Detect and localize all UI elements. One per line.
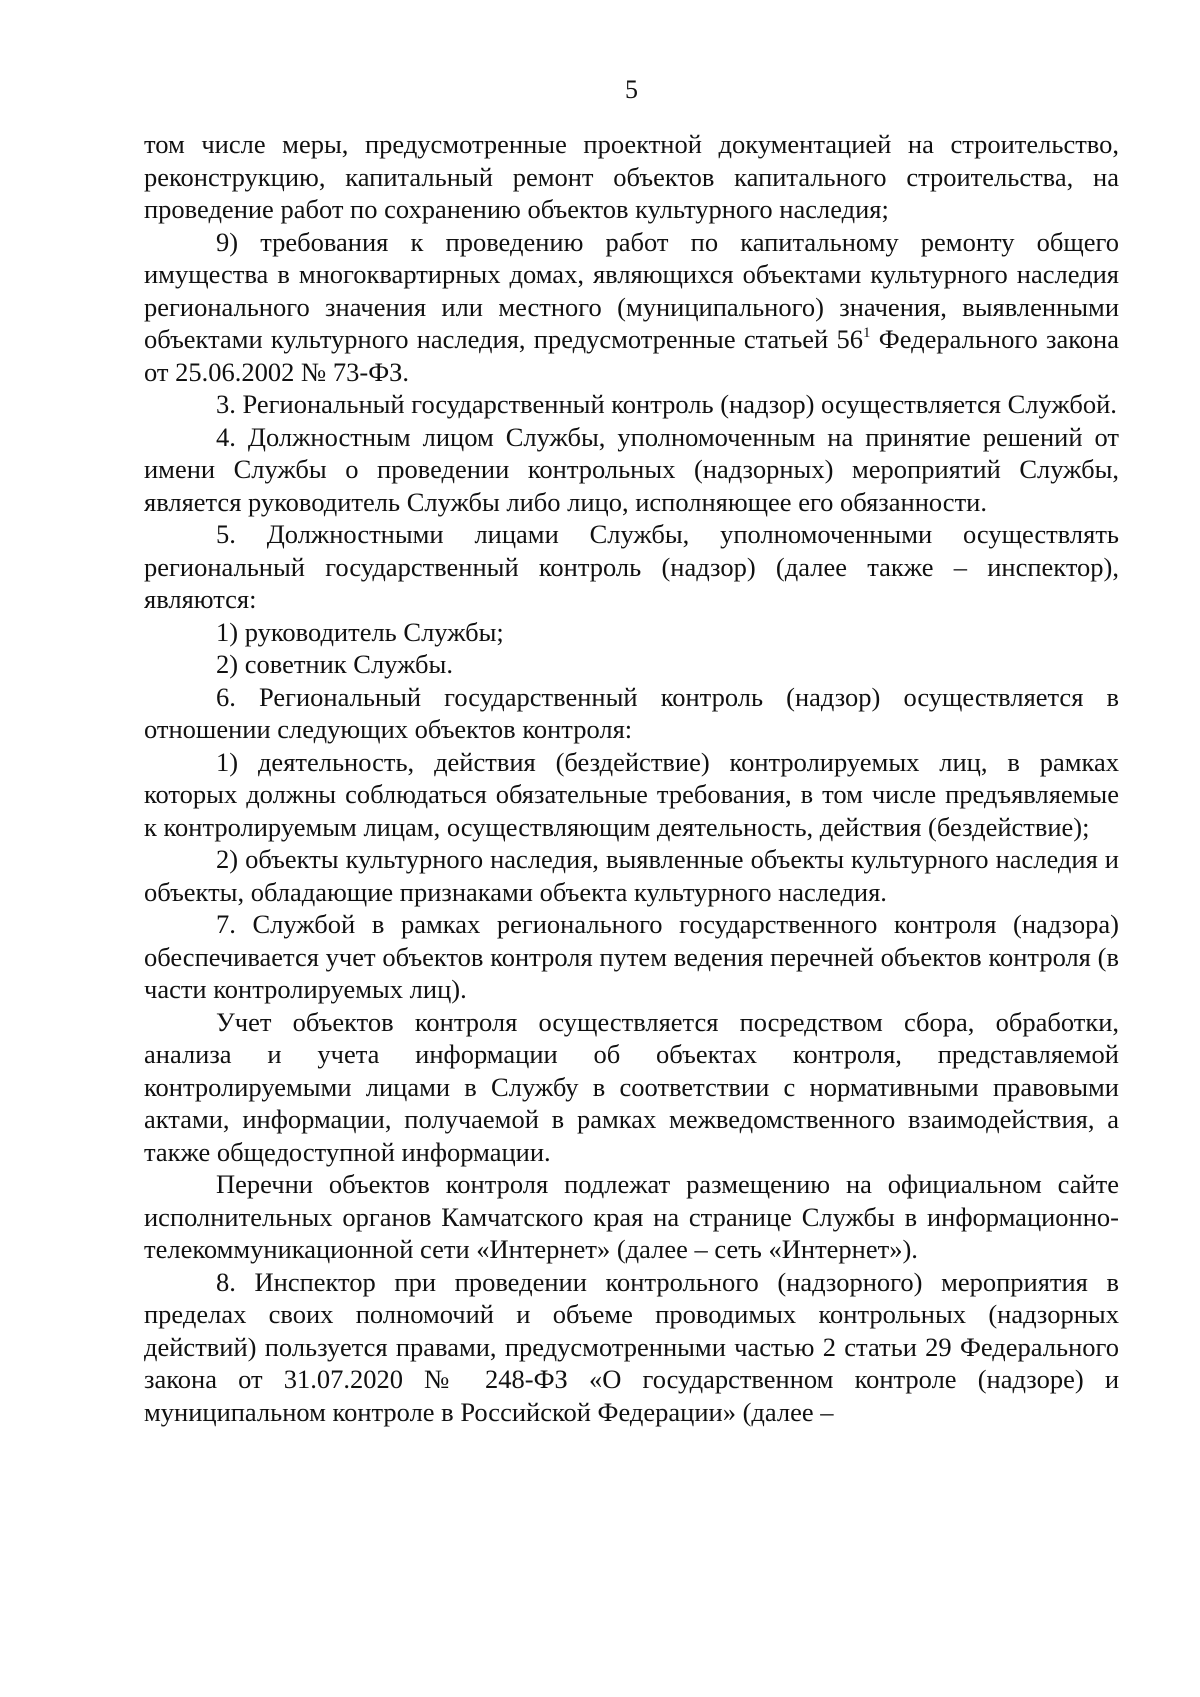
article-superscript: 1 xyxy=(863,325,871,341)
paragraph-item-9-tail: Федерального закона от 25.06.2002 № 73-ФЗ. xyxy=(144,324,1120,387)
list-item-official-head: 1) руководитель Службы; xyxy=(216,616,504,647)
paragraph-item-9-text: 9) требования к проведению работ по капитальному ремонту общего имущества в многоквартирных домах, являющихся объектами культурного наследия регионального значения или местного (муниципального) значения, выявленными объектами культурного наследия, предусмотренные статьей 56 xyxy=(144,226,1119,354)
paragraph-section-5: 5. Должностными лицами Службы, уполномоченными осуществлять региональный государственный контроль (надзор) (далее также – инспектор), являются: xyxy=(144,519,1119,614)
paragraph-accounting: Учет объектов контроля осуществляется посредством сбора, обработки, анализа и учета информации об объектах контроля, представляемой контролируемыми лицами в Службу в соответствии с нормативными правовыми актами, информации, получаемой в рамках межведомственного взаимодействия, а также общедоступной информации. xyxy=(144,1006,1119,1167)
paragraph-lists-publication: Перечни объектов контроля подлежат размещению на официальном сайте исполнительных органов Камчатского края на странице Службы в информационно-телекоммуникационной сети «Интернет» (далее – сеть «Интернет»). xyxy=(144,1169,1119,1264)
paragraph-section-7: 7. Службой в рамках регионального государственного контроля (надзора) обеспечивается учет объектов контроля путем ведения перечней объектов контроля (в части контролируемых лиц). xyxy=(144,909,1119,1004)
paragraph-section-3: 3. Региональный государственный контроль (надзор) осуществляется Службой. xyxy=(216,389,1117,419)
paragraph-item-9 xyxy=(144,226,1119,389)
paragraph-section-8: 8. Инспектор при проведении контрольного (надзорного) мероприятия в пределах своих полномочий и объеме проводимых контрольных (надзорных действий) пользуется правами, предусмотренными частью 2 статьи 29 Федерального закона от 31.07.2020 № 248-ФЗ «О государственном контроле (надзоре) и муниципальном контроле в Российской Федерации» (далее – xyxy=(144,1266,1119,1427)
paragraph-continuation: том числе меры, предусмотренные проектной документацией на строительство, реконструкцию, капитальный ремонт объектов капитального строительства, на проведение работ по сохранению объектов культурного наследия; xyxy=(144,129,1119,224)
paragraph-section-6: 6. Региональный государственный контроль (надзор) осуществляется в отношении следующих объектов контроля: xyxy=(144,681,1119,744)
list-item-official-advisor: 2) советник Службы. xyxy=(216,649,453,679)
document-body xyxy=(144,128,1119,1428)
list-item-control-object-1: 1) деятельность, действия (бездействие) контролируемых лиц, в рамках которых должны соблюдаться обязательные требования, в том числе предъявляемые к контролируемым лицам, осуществляющим деятельность, действия (бездействие); xyxy=(144,746,1119,842)
paragraph-section-4: 4. Должностным лицом Службы, уполномоченным на принятие решений от имени Службы о проведении контрольных (надзорных) мероприятий Службы, является руководитель Службы либо лицо, исполняющее его обязанности. xyxy=(144,421,1119,517)
list-item-control-object-2: 2) объекты культурного наследия, выявленные объекты культурного наследия и объекты, обладающие признаками объекта культурного наследия. xyxy=(144,844,1119,907)
page-number: 5 xyxy=(625,75,638,104)
